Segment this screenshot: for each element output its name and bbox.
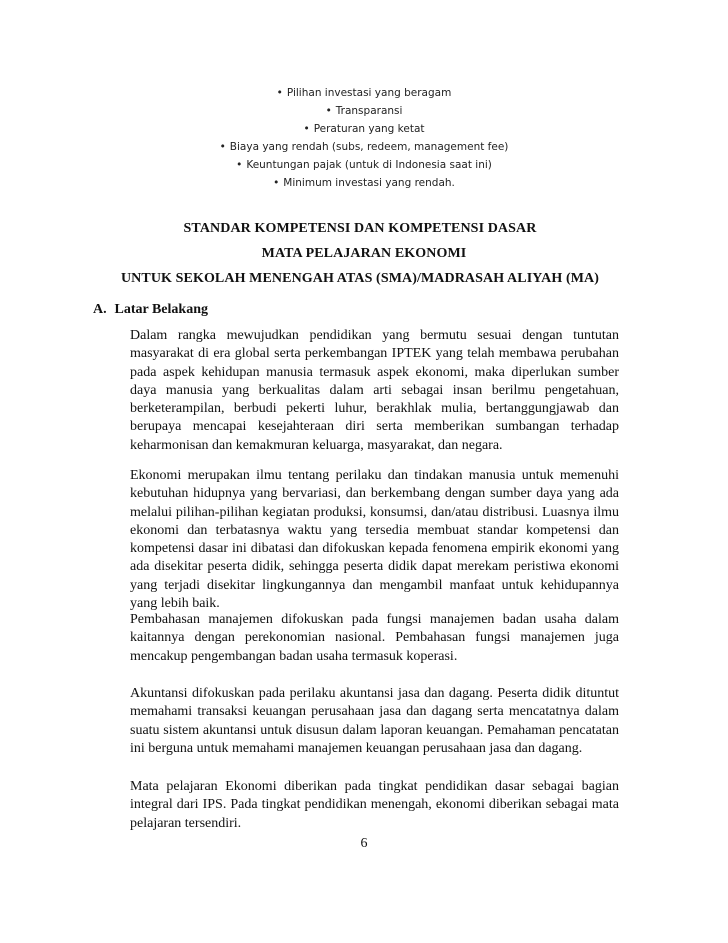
section-letter: A. [93, 302, 107, 317]
paragraph-2 [130, 467, 619, 613]
bullet-text: Minimum investasi yang rendah. [283, 177, 455, 189]
bullet-item [0, 138, 728, 156]
document-title-line-2: MATA PELAJARAN EKONOMI [261, 246, 467, 261]
bullet-item [0, 102, 728, 120]
bullet-icon: • [276, 87, 283, 99]
bullet-icon: • [325, 105, 332, 117]
paragraph-3 [130, 611, 619, 666]
bullet-text: Biaya yang rendah (subs, redeem, management fee) [229, 141, 509, 153]
section-title-text: Latar Belakang [114, 302, 208, 317]
paragraph-text: Dalam rangka mewujudkan pendidikan yang bermutu sesuai dengan tuntutan masyarakat di era global serta perkembangan IPTEK yang telah membawa perubahan pada aspek kehidupan manusia termasuk aspek ekonomi, maka diperlukan sumber daya manusia yang berkualitas dalam arti sebagai insan berilmu pengetahuan, berketerampilan, berbudi pekerti luhur, berakhlak mulia, bertanggungjawab dan berupaya mencapai kesejahteraan diri serta memberikan sumbangan terhadap keharmonisan dan kemakmuran keluarga, masyarakat, dan negara. [130, 328, 619, 453]
page-number: 6 [360, 836, 368, 851]
bullet-icon: • [219, 141, 226, 153]
paragraph-text: Pembahasan manajemen difokuskan pada fungsi manajemen badan usaha dalam kaitannya dengan perekonomian nasional. Pembahasan fungsi manajemen juga mencakup pengembangan badan usaha termasuk koperasi. [130, 612, 619, 664]
bullet-item [0, 156, 728, 174]
bullet-item [0, 174, 728, 192]
paragraph-4 [130, 685, 619, 758]
bullet-text: Peraturan yang ketat [313, 123, 425, 135]
bullet-text: Keuntungan pajak (untuk di Indonesia saat ini) [246, 159, 492, 171]
document-title-line-1: STANDAR KOMPETENSI DAN KOMPETENSI DASAR [183, 221, 537, 236]
paragraph-5 [130, 778, 619, 833]
section-heading [93, 301, 208, 319]
paragraph-text: Akuntansi difokuskan pada perilaku akuntansi jasa dan dagang. Peserta didik dituntut memahami transaksi keuangan perusahaan jasa dan dagang serta mencatatnya dalam suatu sistem akuntansi untuk disusun dalam laporan keuangan. Pemahaman pencatatan ini berguna untuk memahami manajemen keuangan perusahaan jasa dan dagang. [130, 686, 619, 756]
bullet-icon: • [273, 177, 280, 189]
bullet-icon: • [236, 159, 243, 171]
paragraph-1 [130, 327, 619, 455]
bullet-icon: • [303, 123, 310, 135]
bullet-item [0, 120, 728, 138]
bullet-text: Transparansi [335, 105, 403, 117]
paragraph-text: Ekonomi merupakan ilmu tentang perilaku dan tindakan manusia untuk memenuhi kebutuhan hidupnya yang bervariasi, dan berkembang dengan sumber daya yang ada melalui pilihan-pilihan kegiatan produksi, konsumsi, dan/atau distribusi. Luasnya ilmu ekonomi dan terbatasnya waktu yang tersedia membuat standar kompetensi dan kompetensi dasar ini dibatasi dan difokuskan kepada fenomena empirik ekonomi yang ada disekitar peserta didik, sehingga peserta didik dapat merekam peristiwa ekonomi yang terjadi disekitar lingkungannya dan mengambil manfaat untuk kehidupannya yang lebih baik. [130, 468, 619, 612]
bullet-text: Pilihan investasi yang beragam [286, 87, 452, 99]
bullet-item [0, 84, 728, 102]
feature-bullet-list [0, 84, 728, 192]
paragraph-text: Mata pelajaran Ekonomi diberikan pada tingkat pendidikan dasar sebagai bagian integral dari IPS. Pada tingkat pendidikan menengah, ekonomi diberikan sebagai mata pelajaran tersendiri. [130, 779, 619, 831]
document-title-line-3: UNTUK SEKOLAH MENENGAH ATAS (SMA)/MADRASAH ALIYAH (MA) [120, 271, 600, 286]
